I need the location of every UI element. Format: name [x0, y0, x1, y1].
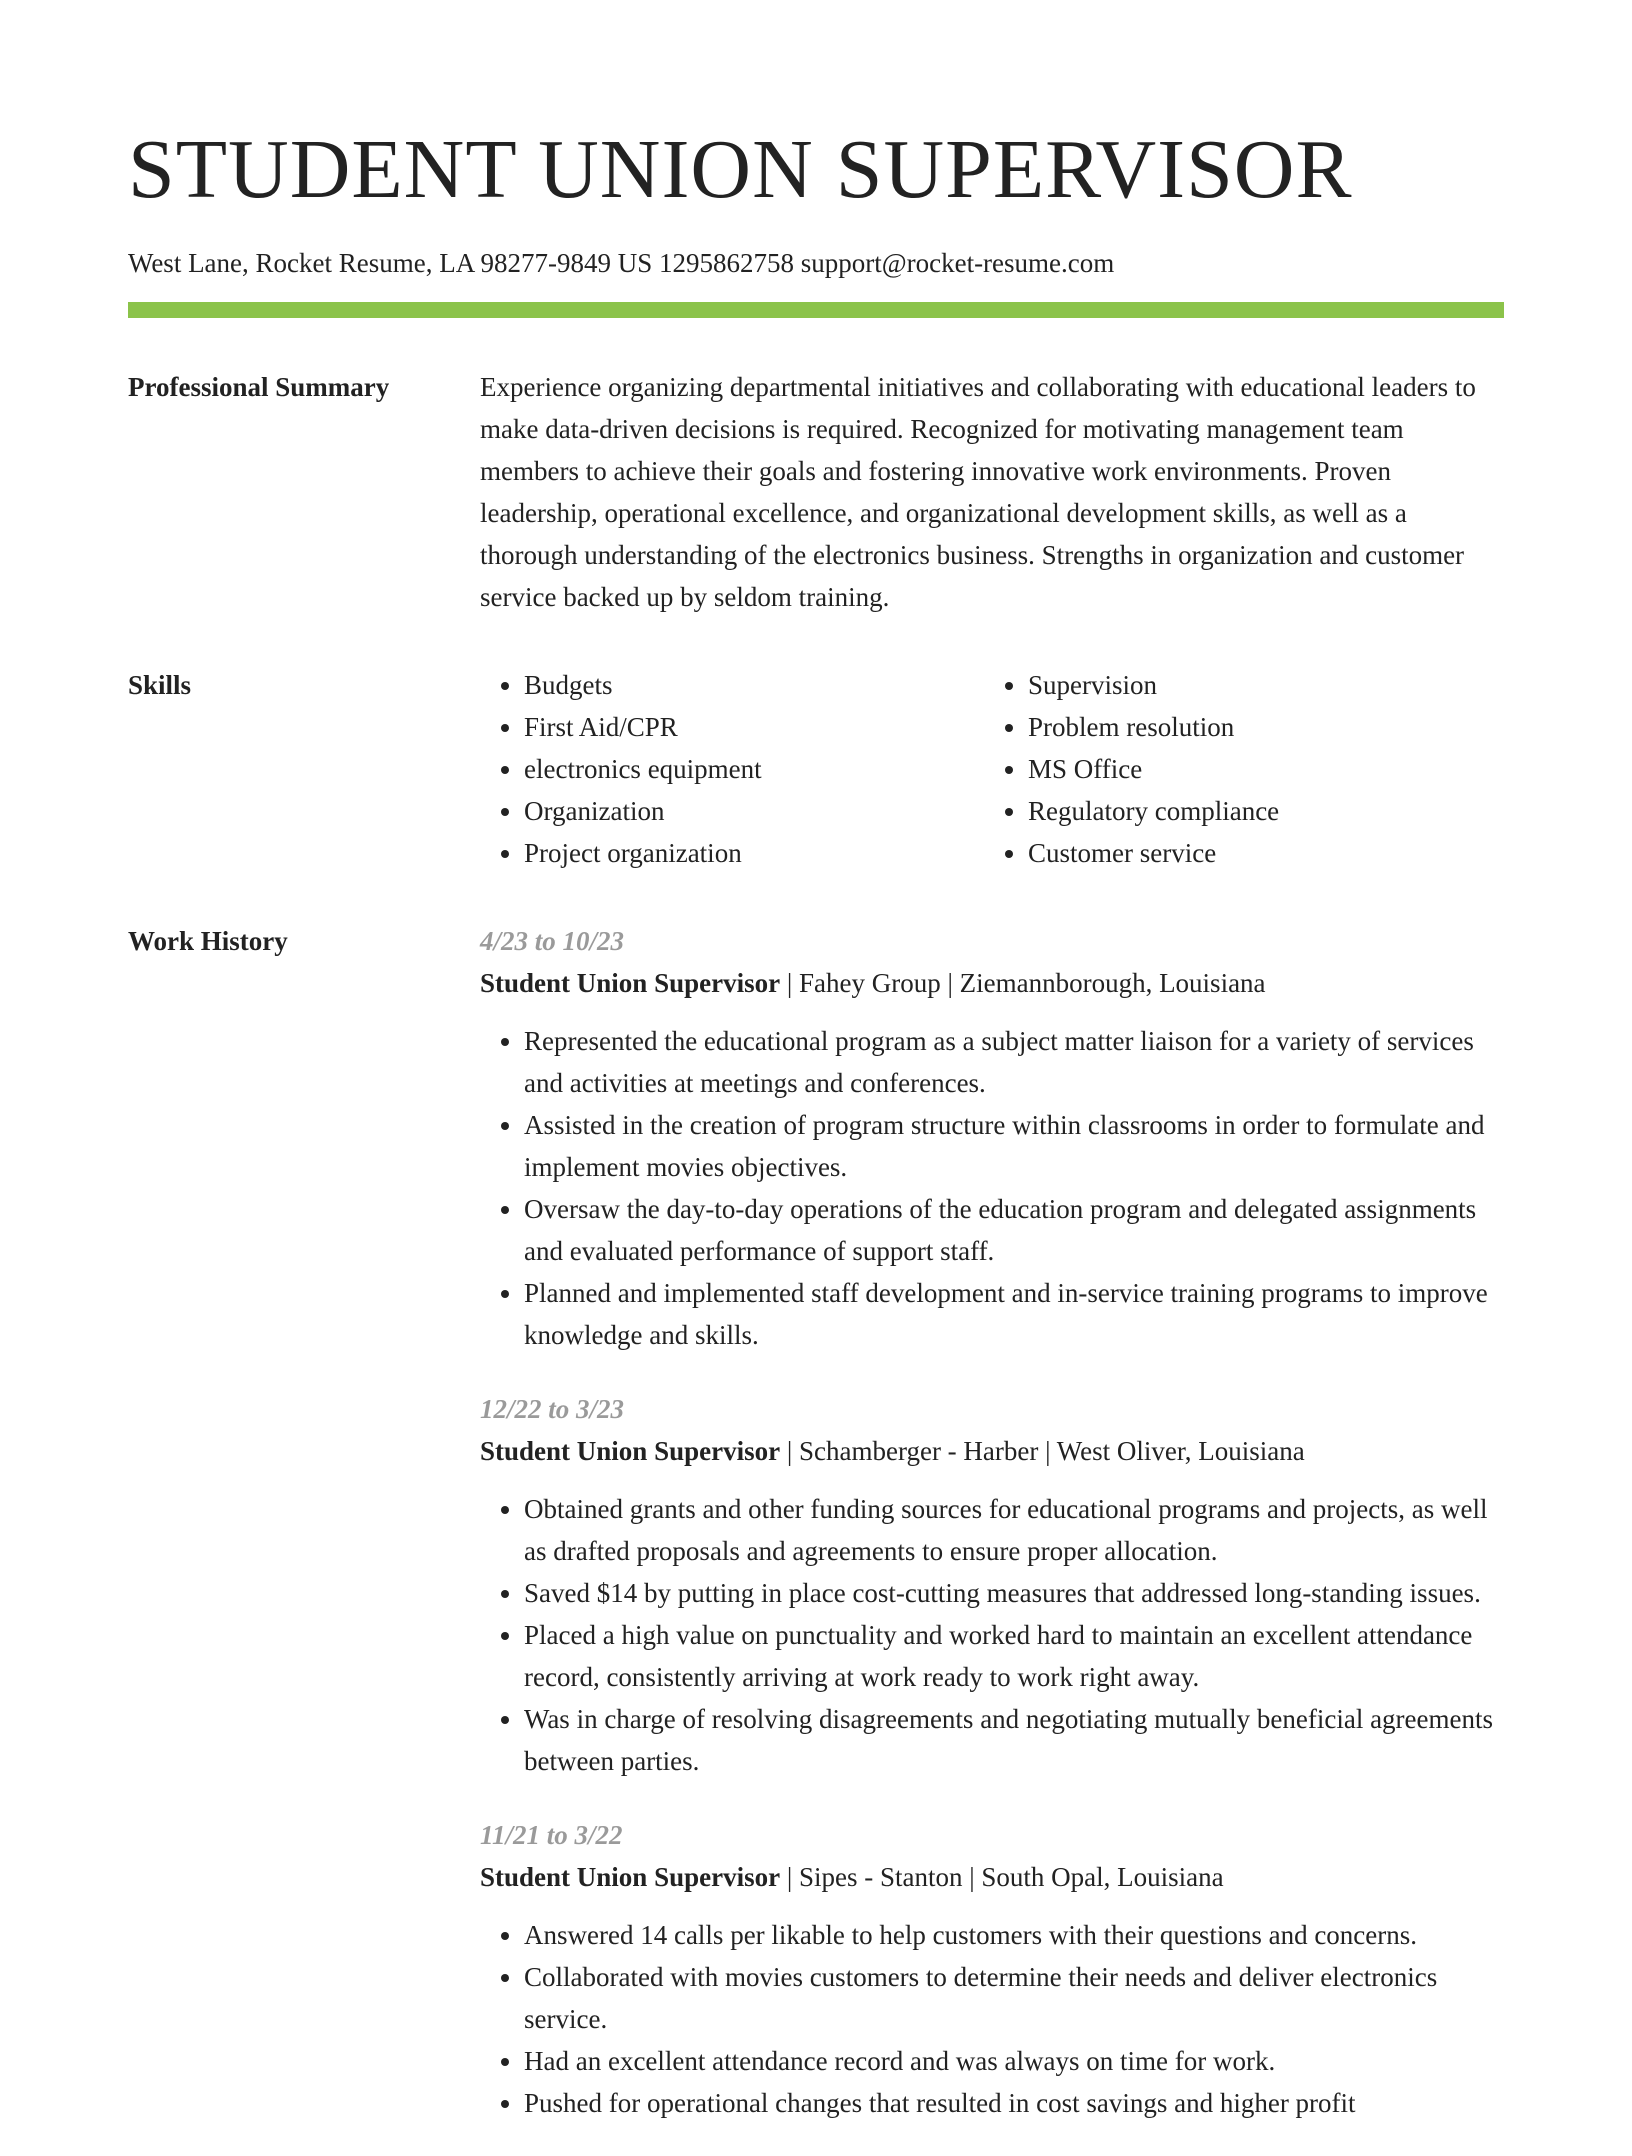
section-label-work-history: Work History [128, 926, 288, 956]
skill-item: • Organization [524, 790, 984, 832]
job-bullets [480, 1020, 1504, 1356]
skills-section [128, 664, 1504, 874]
job-bullet: • Oversaw the day-to-day operations of the education program and delegated assignments and evaluated performance of support staff. [524, 1188, 1504, 1272]
job-entry [480, 1814, 1504, 2124]
skill-item: • Project organization [524, 832, 984, 874]
job-bullet: • Pushed for operational changes that resulted in cost savings and higher profit [524, 2082, 1504, 2124]
job-bullet: • Assisted in the creation of program structure within classrooms in order to formulate and implement movies objectives. [524, 1104, 1504, 1188]
skills-content [480, 664, 1504, 874]
job-entry [480, 1388, 1504, 1782]
job-dates: 4/23 to 10/23 [480, 926, 625, 956]
job-title: Student Union Supervisor [480, 1436, 781, 1466]
job-bullets [480, 1914, 1504, 2124]
job-details: | Sipes - Stanton | South Opal, Louisiana [780, 1862, 1224, 1892]
job-details: | Schamberger - Harber | West Oliver, Louisiana [780, 1436, 1305, 1466]
skill-item: • Budgets [524, 664, 984, 706]
resume-page [128, 0, 1504, 2156]
contact-line: West Lane, Rocket Resume, LA 98277-9849 US 1295862758 support@rocket-resume.com [128, 248, 1115, 278]
skill-item: • electronics equipment [524, 748, 984, 790]
job-heading [480, 1430, 1504, 1472]
job-title: Student Union Supervisor [480, 1862, 781, 1892]
section-label-summary: Professional Summary [128, 372, 390, 402]
job-title: Student Union Supervisor [480, 968, 781, 998]
professional-summary-section [128, 366, 1504, 618]
summary-content [480, 366, 1504, 618]
skill-item: • MS Office [1028, 748, 1488, 790]
work-history-content [480, 920, 1504, 2156]
section-label-skills: Skills [128, 670, 192, 700]
skill-item: • Regulatory compliance [1028, 790, 1488, 832]
skills-list-left [480, 664, 984, 874]
job-bullet: • Saved $14 by putting in place cost-cutting measures that addressed long-standing issues. [524, 1572, 1504, 1614]
candidate-name: STUDENT UNION SUPERVISOR [128, 123, 1353, 216]
job-bullet: • Planned and implemented staff development and in-service training programs to improve knowledge and skills. [524, 1272, 1504, 1356]
job-heading [480, 962, 1504, 1004]
summary-text: Experience organizing departmental initiatives and collaborating with educational leaders to make data-driven decisions is required. Recognized for motivating management team members to achieve their goals and fostering innovative work environments. Proven leadership, operational excellence, and organizational development skills, as well as a thorough understanding of the electronics business. Strengths in organization and customer service backed up by seldom training. [480, 372, 1476, 612]
job-bullet: • Obtained grants and other funding sources for educational programs and projects, as well as drafted proposals and agreements to ensure proper allocation. [524, 1488, 1504, 1572]
job-bullet: • Answered 14 calls per likable to help customers with their questions and concerns. [524, 1914, 1504, 1956]
job-bullet: • Placed a high value on punctuality and worked hard to maintain an excellent attendance record, consistently arriving at work ready to work right away. [524, 1614, 1504, 1698]
header-accent-rule [128, 302, 1504, 318]
skill-item: • Problem resolution [1028, 706, 1488, 748]
job-dates: 12/22 to 3/23 [480, 1394, 625, 1424]
job-entry [480, 920, 1504, 1356]
job-bullet: • Collaborated with movies customers to determine their needs and deliver electronics service. [524, 1956, 1504, 2040]
skill-item: • First Aid/CPR [524, 706, 984, 748]
skills-list-right [984, 664, 1488, 874]
job-dates: 11/21 to 3/22 [480, 1820, 623, 1850]
job-bullet: • Had an excellent attendance record and was always on time for work. [524, 2040, 1504, 2082]
job-heading [480, 1856, 1504, 1898]
work-history-section [128, 920, 1504, 2156]
skill-item: • Customer service [1028, 832, 1488, 874]
job-details: | Fahey Group | Ziemannborough, Louisiana [780, 968, 1266, 998]
skill-item: • Supervision [1028, 664, 1488, 706]
job-bullet: • Was in charge of resolving disagreements and negotiating mutually beneficial agreements between parties. [524, 1698, 1504, 1782]
job-bullet: • Represented the educational program as a subject matter liaison for a variety of services and activities at meetings and conferences. [524, 1020, 1504, 1104]
job-bullets [480, 1488, 1504, 1782]
